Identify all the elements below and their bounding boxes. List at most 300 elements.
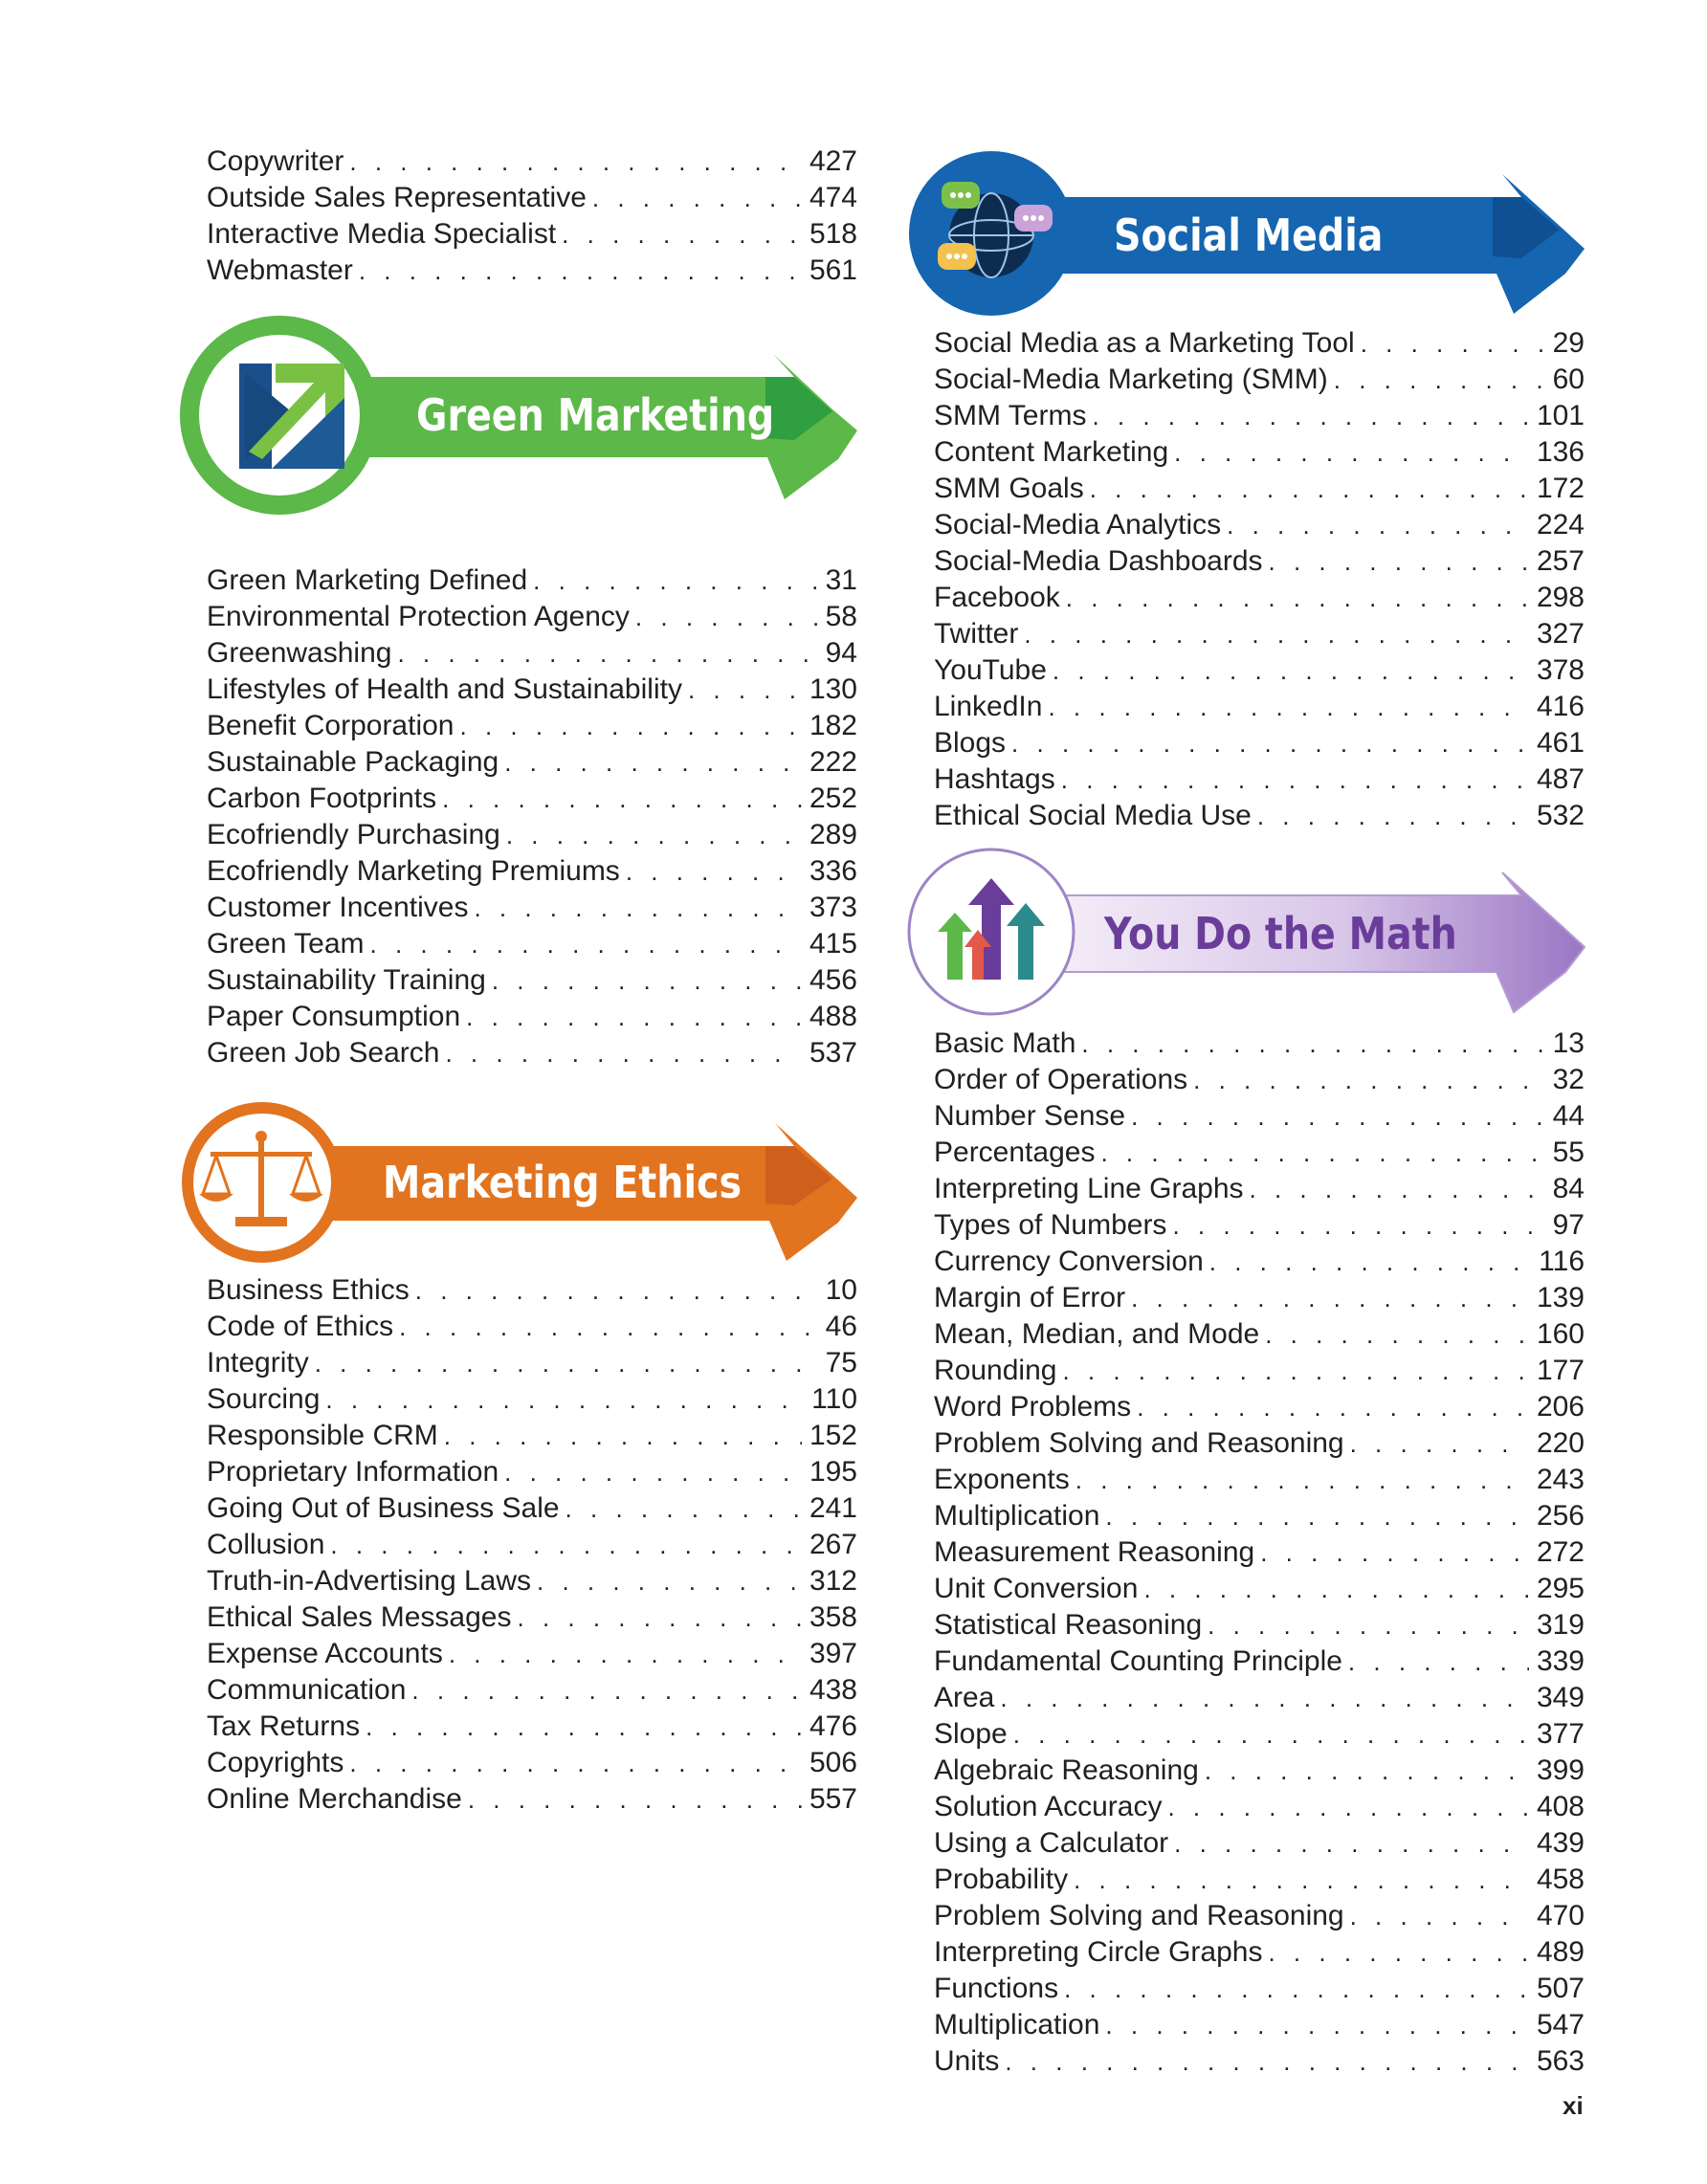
toc-entry-page: 488: [809, 1001, 857, 1032]
toc-entry: [934, 1389, 1585, 1425]
toc-entry-title: Environmental Protection Agency: [207, 601, 630, 632]
dot-leader: [1250, 1171, 1545, 1207]
dot-leader: [1174, 434, 1529, 471]
toc-entry-page: 60: [1552, 364, 1585, 395]
toc-entry-title: Online Merchandise: [207, 1783, 462, 1815]
toc-entry-title: Statistical Reasoning: [934, 1609, 1203, 1641]
toc-entry-page: 220: [1536, 1427, 1585, 1459]
toc-entry-page: 13: [1552, 1027, 1585, 1059]
toc-entry-page: 84: [1552, 1173, 1585, 1204]
toc-entry: [934, 1062, 1585, 1098]
toc-entry-page: 439: [1536, 1827, 1585, 1859]
toc-entry-title: Ethical Social Media Use: [934, 800, 1252, 831]
toc-entry-page: 243: [1536, 1464, 1585, 1495]
toc-entry: [207, 216, 857, 253]
dot-leader: [506, 817, 802, 853]
dot-leader: [444, 1418, 802, 1454]
toc-entry-page: 10: [825, 1274, 857, 1306]
toc-entry-title: Copywriter: [207, 145, 344, 177]
dot-leader: [1000, 1680, 1529, 1716]
dot-leader: [1348, 1644, 1529, 1680]
dot-leader: [592, 180, 802, 216]
toc-entry-title: Ethical Sales Messages: [207, 1601, 512, 1633]
toc-entry: [207, 853, 857, 890]
toc-entry: [207, 890, 857, 926]
toc-entry-title: Social Media as a Marketing Tool: [934, 327, 1355, 359]
toc-entry-page: 377: [1536, 1718, 1585, 1750]
dot-leader: [1062, 1353, 1529, 1389]
toc-entry: [207, 599, 857, 635]
dot-leader: [504, 1454, 802, 1490]
toc-entry-title: Functions: [934, 1973, 1059, 2004]
dot-leader: [1011, 725, 1529, 761]
toc-entry-title: Word Problems: [934, 1391, 1132, 1423]
you-do-the-math-list: [934, 1026, 1585, 2080]
toc-entry: [934, 471, 1585, 507]
scales-icon: [199, 1127, 323, 1232]
green-marketing-title: Green Marketing: [416, 389, 775, 441]
dot-leader: [359, 253, 802, 289]
toc-entry-title: Algebraic Reasoning: [934, 1754, 1199, 1786]
marketing-ethics-list: [207, 1272, 857, 1818]
toc-entry: [934, 362, 1585, 398]
toc-entry-page: 206: [1536, 1391, 1585, 1423]
dot-leader: [1193, 1062, 1545, 1098]
toc-entry-title: SMM Terms: [934, 400, 1087, 431]
toc-entry-title: Copyrights: [207, 1747, 344, 1778]
toc-entry-page: 222: [809, 746, 857, 778]
toc-entry-title: Webmaster: [207, 254, 353, 286]
toc-entry-title: Tax Returns: [207, 1710, 361, 1742]
toc-entry-page: 378: [1536, 654, 1585, 686]
toc-entry-title: Solution Accuracy: [934, 1791, 1163, 1822]
dot-leader: [1268, 1934, 1528, 1971]
dot-leader: [504, 744, 802, 781]
toc-entry-page: 97: [1552, 1209, 1585, 1241]
toc-entry-page: 55: [1552, 1136, 1585, 1168]
dot-leader: [349, 1745, 802, 1781]
toc-entry: [207, 781, 857, 817]
dot-leader: [1075, 1462, 1529, 1498]
dot-leader: [1361, 325, 1545, 362]
dot-leader: [1105, 1498, 1529, 1534]
toc-entry-title: Benefit Corporation: [207, 710, 454, 741]
toc-entry: [207, 1454, 857, 1490]
toc-entry: [934, 543, 1585, 580]
toc-entry-page: 29: [1552, 327, 1585, 359]
toc-entry-title: Units: [934, 2045, 1000, 2077]
toc-entry-title: Facebook: [934, 582, 1060, 613]
dot-leader: [1137, 1389, 1529, 1425]
toc-entry-title: Greenwashing: [207, 637, 392, 669]
toc-entry-page: 470: [1536, 1900, 1585, 1931]
you-do-the-math-banner: [909, 848, 1598, 1020]
dot-leader: [1205, 1753, 1529, 1789]
dot-leader: [397, 635, 817, 672]
toc-entry-title: SMM Goals: [934, 473, 1084, 504]
dot-leader: [1257, 798, 1529, 834]
dot-leader: [1090, 471, 1529, 507]
toc-entry-page: 312: [809, 1565, 857, 1597]
toc-entry: [934, 1026, 1585, 1062]
toc-entry-page: 506: [809, 1747, 857, 1778]
toc-entry: [934, 1207, 1585, 1244]
toc-entry-title: Probability: [934, 1864, 1069, 1895]
dot-leader: [442, 781, 802, 817]
toc-entry: [207, 1563, 857, 1599]
toc-entry-page: 110: [811, 1383, 857, 1415]
toc-entry-page: 252: [809, 783, 857, 814]
toc-entry: [934, 507, 1585, 543]
social-media-list: [934, 325, 1585, 834]
dot-leader: [468, 1781, 802, 1818]
toc-entry-title: Integrity: [207, 1347, 309, 1379]
toc-entry-title: Content Marketing: [934, 436, 1169, 468]
toc-entry: [207, 708, 857, 744]
dot-leader: [688, 672, 802, 708]
toc-entry-title: Responsible CRM: [207, 1420, 438, 1451]
toc-entry: [207, 1272, 857, 1309]
toc-entry-page: 373: [809, 892, 857, 923]
toc-entry: [934, 1498, 1585, 1534]
toc-entry-page: 358: [809, 1601, 857, 1633]
toc-entry-page: 267: [809, 1529, 857, 1560]
dot-leader: [399, 1309, 818, 1345]
toc-entry-page: 563: [1536, 2045, 1585, 2077]
marketing-ethics-banner: [182, 1098, 871, 1270]
toc-entry: [207, 180, 857, 216]
toc-entry-page: 456: [809, 964, 857, 996]
toc-entry: [934, 1607, 1585, 1644]
toc-entry: [934, 725, 1585, 761]
dot-leader: [626, 853, 802, 890]
toc-entry-title: Exponents: [934, 1464, 1070, 1495]
toc-entry: [934, 1753, 1585, 1789]
toc-entry-title: Ecofriendly Purchasing: [207, 819, 500, 850]
dot-leader: [1131, 1280, 1529, 1316]
dot-leader: [533, 563, 817, 599]
toc-entry: [207, 1636, 857, 1672]
toc-entry-page: 416: [1536, 691, 1585, 722]
toc-entry-page: 32: [1552, 1064, 1585, 1095]
toc-entry-title: Multiplication: [934, 1500, 1100, 1532]
toc-entry-page: 136: [1536, 436, 1585, 468]
toc-entry-page: 289: [809, 819, 857, 850]
toc-entry-title: Percentages: [934, 1136, 1096, 1168]
dot-leader: [370, 926, 802, 962]
toc-entry-page: 487: [1536, 763, 1585, 795]
dot-leader: [460, 708, 802, 744]
toc-entry-page: 537: [809, 1037, 857, 1069]
toc-entry-page: 319: [1536, 1609, 1585, 1641]
toc-entry-page: 177: [1536, 1355, 1585, 1386]
globe-chat-icon: [924, 176, 1058, 291]
toc-entry-page: 474: [809, 182, 857, 213]
toc-entry-title: Number Sense: [934, 1100, 1126, 1132]
toc-entry: [934, 1280, 1585, 1316]
dot-leader: [1143, 1571, 1529, 1607]
toc-entry-page: 257: [1536, 545, 1585, 577]
toc-entry-page: 458: [1536, 1864, 1585, 1895]
toc-entry-title: Problem Solving and Reasoning: [934, 1427, 1344, 1459]
toc-entry-page: 139: [1536, 1282, 1585, 1313]
toc-entry-page: 476: [809, 1710, 857, 1742]
toc-entry: [934, 1898, 1585, 1934]
toc-entry: [934, 1644, 1585, 1680]
toc-entry-page: 532: [1536, 800, 1585, 831]
toc-entry: [207, 1035, 857, 1071]
toc-entry-page: 152: [809, 1420, 857, 1451]
toc-entry: [934, 2007, 1585, 2043]
toc-entry-title: Multiplication: [934, 2009, 1100, 2041]
toc-entry-title: Green Job Search: [207, 1037, 440, 1069]
dot-leader: [1260, 1534, 1529, 1571]
dot-leader: [1061, 761, 1529, 798]
toc-entry: [207, 1418, 857, 1454]
toc-entry-page: 160: [1536, 1318, 1585, 1350]
toc-entry: [934, 1716, 1585, 1753]
toc-entry-title: Lifestyles of Health and Sustainability: [207, 673, 682, 705]
toc-entry-title: Social-Media Marketing (SMM): [934, 364, 1328, 395]
toc-entry-title: LinkedIn: [934, 691, 1043, 722]
toc-entry: [207, 744, 857, 781]
toc-entry-page: 94: [825, 637, 857, 669]
toc-entry-title: Social-Media Dashboards: [934, 545, 1263, 577]
you-do-the-math-title: You Do the Math: [1104, 908, 1457, 960]
toc-entry: [934, 434, 1585, 471]
toc-entry: [934, 1353, 1585, 1389]
toc-entry: [207, 1345, 857, 1381]
dot-leader: [1048, 689, 1529, 725]
toc-entry-page: 241: [809, 1492, 857, 1524]
toc-entry-title: Customer Incentives: [207, 892, 469, 923]
dot-leader: [1350, 1898, 1529, 1934]
toc-entry: [207, 143, 857, 180]
toc-entry-page: 399: [1536, 1754, 1585, 1786]
toc-entry: [207, 1490, 857, 1527]
toc-entry-title: Twitter: [934, 618, 1019, 650]
toc-entry: [207, 672, 857, 708]
toc-entry-page: 336: [809, 855, 857, 887]
toc-entry-page: 272: [1536, 1536, 1585, 1568]
toc-entry-title: Code of Ethics: [207, 1311, 394, 1342]
dot-leader: [537, 1563, 802, 1599]
dot-leader: [1131, 1098, 1545, 1135]
green-marketing-list: [207, 563, 857, 1071]
toc-entry: [934, 1971, 1585, 2007]
toc-entry-title: Unit Conversion: [934, 1573, 1139, 1604]
dot-leader: [330, 1527, 802, 1563]
toc-entry-title: Mean, Median, and Mode: [934, 1318, 1260, 1350]
toc-entry-title: Using a Calculator: [934, 1827, 1169, 1859]
toc-entry-page: 256: [1536, 1500, 1585, 1532]
toc-entry-title: Outside Sales Representative: [207, 182, 587, 213]
toc-entry-page: 116: [1539, 1246, 1585, 1277]
dot-leader: [1092, 398, 1528, 434]
toc-entry: [934, 1462, 1585, 1498]
toc-entry-title: Rounding: [934, 1355, 1057, 1386]
toc-entry-page: 327: [1536, 618, 1585, 650]
toc-entry-title: Interpreting Circle Graphs: [934, 1936, 1263, 1968]
social-media-title: Social Media: [1114, 210, 1384, 261]
toc-entry: [207, 962, 857, 999]
dot-leader: [1167, 1789, 1528, 1825]
toc-entry-title: YouTube: [934, 654, 1047, 686]
toc-entry-title: Expense Accounts: [207, 1638, 443, 1669]
toc-entry: [207, 563, 857, 599]
toc-entry: [934, 652, 1585, 689]
dot-leader: [1064, 1971, 1529, 2007]
dot-leader: [415, 1272, 818, 1309]
toc-entry: [934, 1135, 1585, 1171]
toc-entry-page: 31: [825, 564, 857, 596]
toc-entry: [934, 1825, 1585, 1862]
dot-leader: [1208, 1607, 1529, 1644]
toc-entry-title: Basic Math: [934, 1027, 1076, 1059]
toc-entry-page: 427: [809, 145, 857, 177]
toc-entry-page: 415: [809, 928, 857, 960]
toc-entry: [934, 580, 1585, 616]
toc-entry-title: Fundamental Counting Principle: [934, 1645, 1342, 1677]
toc-entry: [207, 1781, 857, 1818]
toc-entry-page: 295: [1536, 1573, 1585, 1604]
dot-leader: [635, 599, 818, 635]
toc-entry-title: Order of Operations: [934, 1064, 1188, 1095]
dot-leader: [411, 1672, 802, 1709]
toc-entry-title: Sourcing: [207, 1383, 321, 1415]
toc-entry-page: 44: [1552, 1100, 1585, 1132]
dot-leader: [492, 962, 802, 999]
toc-entry: [934, 798, 1585, 834]
dot-leader: [1053, 652, 1529, 689]
toc-entry-page: 349: [1536, 1682, 1585, 1713]
toc-entry-title: Collusion: [207, 1529, 325, 1560]
toc-entry-page: 182: [809, 710, 857, 741]
toc-entry: [934, 1171, 1585, 1207]
toc-entry-title: Currency Conversion: [934, 1246, 1204, 1277]
dot-leader: [565, 1490, 802, 1527]
toc-entry-title: Margin of Error: [934, 1282, 1126, 1313]
dot-leader: [1172, 1207, 1544, 1244]
toc-entry-page: 58: [825, 601, 857, 632]
toc-entry-title: Green Marketing Defined: [207, 564, 528, 596]
toc-entry: [207, 253, 857, 289]
dot-leader: [1074, 1862, 1529, 1898]
toc-entry: [934, 1244, 1585, 1280]
dot-leader: [1024, 616, 1529, 652]
toc-entry-page: 224: [1536, 509, 1585, 540]
toc-entry-title: Measurement Reasoning: [934, 1536, 1255, 1568]
toc-entry-title: Paper Consumption: [207, 1001, 461, 1032]
dot-leader: [1066, 580, 1529, 616]
toc-entry: [207, 635, 857, 672]
toc-entry: [934, 2043, 1585, 2080]
toc-entry-page: 518: [809, 218, 857, 250]
toc-entry: [207, 1527, 857, 1563]
toc-entry: [934, 1534, 1585, 1571]
dot-leader: [1350, 1425, 1529, 1462]
toc-entry: [934, 1934, 1585, 1971]
toc-entry-title: Hashtags: [934, 763, 1055, 795]
dot-leader: [1005, 2043, 1529, 2080]
toc-entry-title: Business Ethics: [207, 1274, 410, 1306]
toc-entry: [934, 1316, 1585, 1353]
toc-entry-page: 408: [1536, 1791, 1585, 1822]
toc-entry: [207, 1745, 857, 1781]
rising-arrows-icon: [934, 874, 1049, 989]
toc-entry: [207, 999, 857, 1035]
toc-entry-title: Going Out of Business Sale: [207, 1492, 560, 1524]
toc-entry-title: Truth-in-Advertising Laws: [207, 1565, 532, 1597]
toc-entry: [934, 398, 1585, 434]
career-features-list: [207, 143, 857, 289]
dot-leader: [1269, 543, 1529, 580]
marketing-ethics-title: Marketing Ethics: [383, 1157, 743, 1208]
toc-entry-page: 298: [1536, 582, 1585, 613]
dot-leader: [562, 216, 802, 253]
toc-entry-page: 461: [1536, 727, 1585, 759]
toc-entry: [934, 689, 1585, 725]
toc-entry-title: Sustainable Packaging: [207, 746, 499, 778]
toc-entry-title: Slope: [934, 1718, 1008, 1750]
dot-leader: [1013, 1716, 1529, 1753]
toc-entry-page: 46: [825, 1311, 857, 1342]
toc-entry-page: 101: [1536, 400, 1585, 431]
toc-entry-page: 547: [1536, 2009, 1585, 2041]
dot-leader: [366, 1709, 802, 1745]
dot-leader: [1209, 1244, 1531, 1280]
toc-entry-title: Ecofriendly Marketing Premiums: [207, 855, 620, 887]
toc-entry-page: 339: [1536, 1645, 1585, 1677]
toc-entry-page: 438: [809, 1674, 857, 1706]
toc-entry: [934, 1862, 1585, 1898]
toc-entry-page: 130: [809, 673, 857, 705]
toc-entry: [934, 1098, 1585, 1135]
toc-entry-page: 561: [809, 254, 857, 286]
dot-leader: [1174, 1825, 1529, 1862]
page-number: xi: [1563, 2091, 1584, 2120]
toc-entry-title: Blogs: [934, 727, 1007, 759]
toc-entry: [207, 926, 857, 962]
toc-entry: [207, 1672, 857, 1709]
toc-entry-page: 489: [1536, 1936, 1585, 1968]
social-media-banner: [909, 149, 1598, 321]
dot-leader: [449, 1636, 802, 1672]
toc-entry: [934, 1571, 1585, 1607]
toc-entry-page: 507: [1536, 1973, 1585, 2004]
growth-arrow-icon: [239, 364, 344, 469]
toc-entry: [934, 1789, 1585, 1825]
dot-leader: [1100, 1135, 1544, 1171]
toc-entry: [207, 817, 857, 853]
dot-leader: [466, 999, 802, 1035]
dot-leader: [474, 890, 801, 926]
toc-entry: [207, 1709, 857, 1745]
toc-entry-title: Social-Media Analytics: [934, 509, 1222, 540]
dot-leader: [1081, 1026, 1544, 1062]
dot-leader: [1265, 1316, 1529, 1353]
toc-entry-title: Green Team: [207, 928, 365, 960]
toc-entry: [207, 1599, 857, 1636]
toc-entry: [934, 1680, 1585, 1716]
toc-entry-title: Sustainability Training: [207, 964, 486, 996]
toc-entry-page: 75: [825, 1347, 857, 1379]
toc-entry-page: 195: [809, 1456, 857, 1488]
dot-leader: [445, 1035, 801, 1071]
green-marketing-banner: [182, 316, 871, 526]
toc-entry-title: Interactive Media Specialist: [207, 218, 557, 250]
dot-leader: [349, 143, 802, 180]
